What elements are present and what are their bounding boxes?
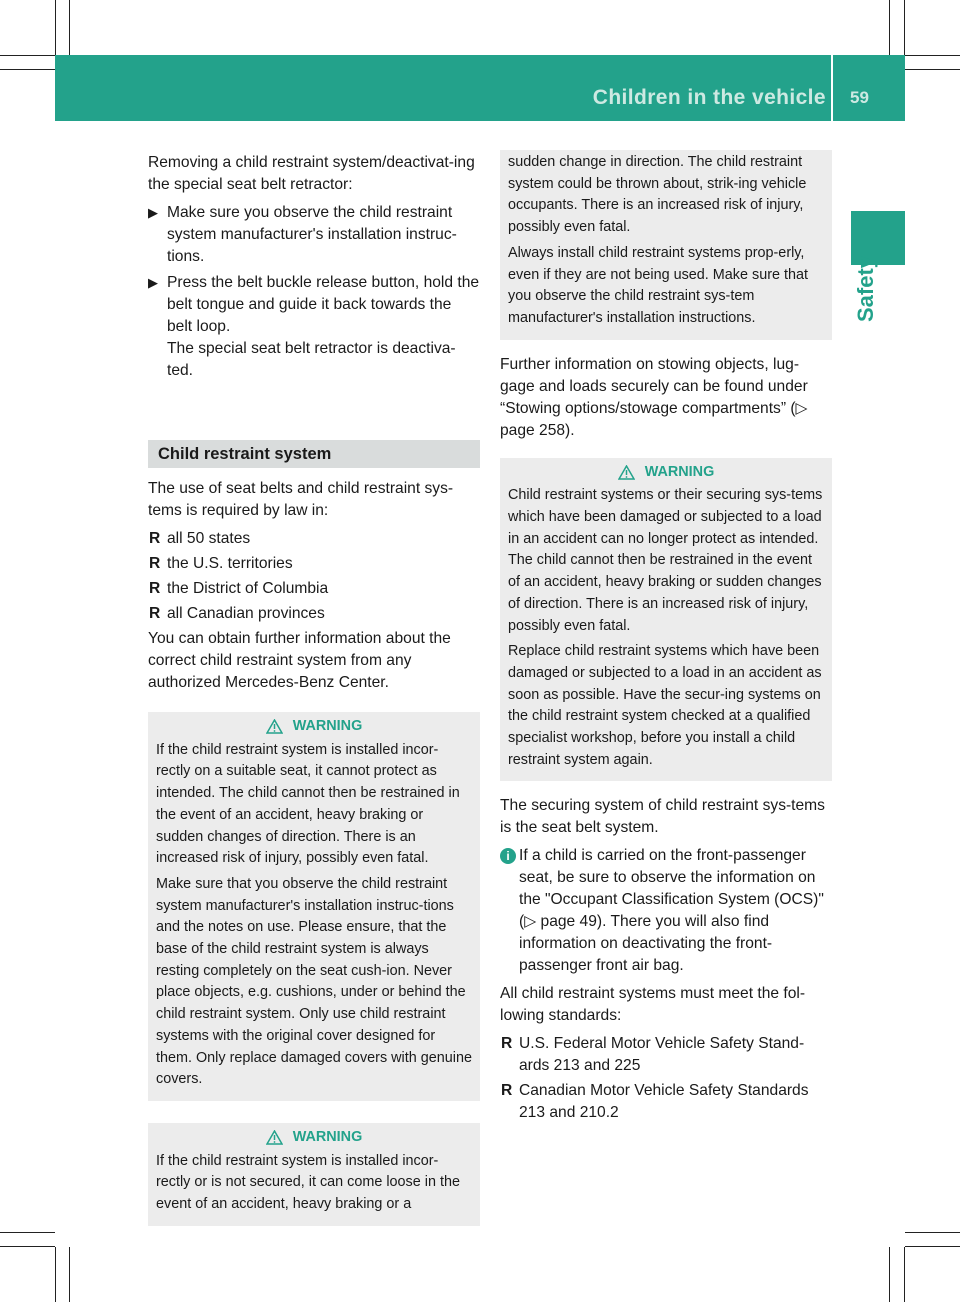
section-heading: Child restraint system — [148, 440, 480, 468]
warning-triangle-icon — [266, 1130, 283, 1145]
crop-mark — [904, 1247, 905, 1302]
stowing-text: Further information on stowing objects, lug-gage and loads securely can be found under “Stowing options/stowage compartments” (▷ page 258). — [500, 355, 808, 439]
page-number: 59 — [850, 88, 869, 107]
list-item: R all Canadian provinces — [148, 603, 480, 625]
warning-box — [148, 712, 480, 1101]
left-column — [148, 152, 480, 1240]
warning-text: sudden change in direction. The child restraint system could be thrown about, strik-ing vehicle occupants. There is an increased risk of injury, possibly even fatal. — [508, 154, 807, 236]
crop-mark — [889, 1247, 890, 1302]
list-item: R U.S. Federal Motor Vehicle Safety Stand-ards 213 and 225 — [501, 1035, 805, 1075]
crop-mark — [55, 1247, 56, 1302]
bullet-icon: R — [149, 580, 161, 597]
step-arrow-icon: ▶ — [148, 205, 158, 220]
warning-text: Make sure that you observe the child restraint system manufacturer's installation instruc-tions and the notes on use. Please ensure, that the base of the child restraint system is always resting completely on the seat cush-ion. Never place objects, e.g. cushions, under or behind the child restraint system. Only use child restraint systems with the original cover designed for them. Only replace damaged covers with genuine covers. — [156, 875, 472, 1088]
warning-triangle-icon — [618, 465, 635, 480]
further-info-text: You can obtain further information about the correct child restraint system from any authorized Mercedes-Benz Center. — [148, 630, 451, 691]
header-divider — [831, 55, 833, 121]
step-result: The special seat belt retractor is deactiva-ted. — [167, 340, 456, 379]
crop-mark — [905, 69, 960, 70]
crop-mark — [0, 1246, 55, 1247]
warning-label: WARNING — [292, 1128, 363, 1145]
securing-text: The securing system of child restraint sys-tems is the seat belt system. — [500, 797, 825, 837]
info-icon: i — [500, 848, 516, 864]
crop-mark — [889, 0, 890, 55]
bullet-icon: R — [501, 1082, 513, 1100]
warning-header — [156, 1127, 472, 1149]
list-item: R Canadian Motor Vehicle Safety Standards 213 and 210.2 — [501, 1082, 809, 1122]
law-text: The use of seat belts and child restraint sys-tems is required by law in: — [148, 480, 454, 519]
warning-header — [156, 716, 472, 738]
step-arrow-icon: ▶ — [148, 275, 158, 290]
crop-mark — [0, 69, 55, 70]
info-note — [500, 845, 832, 977]
warning-box-continued — [500, 150, 832, 340]
crop-mark — [55, 0, 56, 55]
info-note-text: If a child is carried on the front-passenger seat, be sure to observe the information on the "Occupant Classification System (OCS)" (▷ page 49). There you will also find information on deactivating the front-passenger front air bag. — [519, 847, 824, 975]
step-text: Make sure you observe the child restraint system manufacturer's installation instruc-tions. — [167, 204, 457, 265]
crop-mark — [69, 0, 70, 55]
warning-box — [500, 458, 832, 782]
crop-mark — [0, 55, 55, 56]
warning-box — [148, 1123, 480, 1226]
bullet-icon: R — [149, 605, 161, 622]
crop-mark — [905, 1246, 960, 1247]
warning-text: If the child restraint system is installed incor-rectly or is not secured, it can come loose in the event of an accident, heavy braking or a — [156, 1152, 460, 1213]
list-item: R all 50 states — [148, 528, 480, 550]
section-tab-label: Safety — [853, 255, 878, 322]
standards-intro: All child restraint systems must meet the fol-lowing standards: — [500, 985, 806, 1025]
warning-text: Replace child restraint systems which have been damaged or subjected to a load in an accident as soon as possible. Have the secur-ing systems on the child restraint system checked at a qualified specialist workshop, before you install a child restraint system again. — [508, 643, 822, 768]
procedure-step — [148, 202, 480, 268]
page-header-title: Children in the vehicle — [592, 86, 826, 109]
procedure-step — [148, 272, 480, 382]
crop-mark — [905, 55, 960, 56]
crop-mark — [904, 0, 905, 55]
warning-text: Child restraint systems or their securing sys-tems which have been damaged or subjected to a load in an accident can no longer protect as intended. The child cannot then be restrained in the event of an accident, heavy braking or sudden changes of direction. There is an increased risk of injury, possibly even fatal. — [508, 487, 823, 634]
warning-header — [508, 462, 824, 484]
crop-mark — [905, 1232, 960, 1233]
warning-label: WARNING — [644, 463, 715, 480]
bullet-icon: R — [501, 1035, 513, 1053]
list-item: R the District of Columbia — [148, 578, 480, 600]
list-item: R the U.S. territories — [148, 553, 480, 575]
bullet-icon: R — [149, 530, 161, 547]
procedure-intro: Removing a child restraint system/deactivat-ing the special seat belt retractor: — [148, 154, 475, 193]
warning-label: WARNING — [292, 718, 363, 734]
right-column — [500, 150, 832, 1127]
crop-mark — [69, 1247, 70, 1302]
step-text: Press the belt buckle release button, hold the belt tongue and guide it back towards the belt loop. — [167, 274, 480, 335]
crop-mark — [0, 1232, 55, 1233]
bullet-icon: R — [149, 555, 161, 572]
warning-text: If the child restraint system is installed incor-rectly on a suitable seat, it cannot protect as intended. The child cannot then be restrained in the event of an accident, heavy braking or sudden changes of direction. There is an increased risk of injury, possibly even fatal. — [156, 741, 460, 867]
warning-triangle-icon — [266, 719, 283, 734]
warning-text: Always install child restraint systems prop-erly, even if they are not being used. Make sure that you observe the child restraint sys-tem manufacturer's installation instructions. — [508, 244, 808, 326]
